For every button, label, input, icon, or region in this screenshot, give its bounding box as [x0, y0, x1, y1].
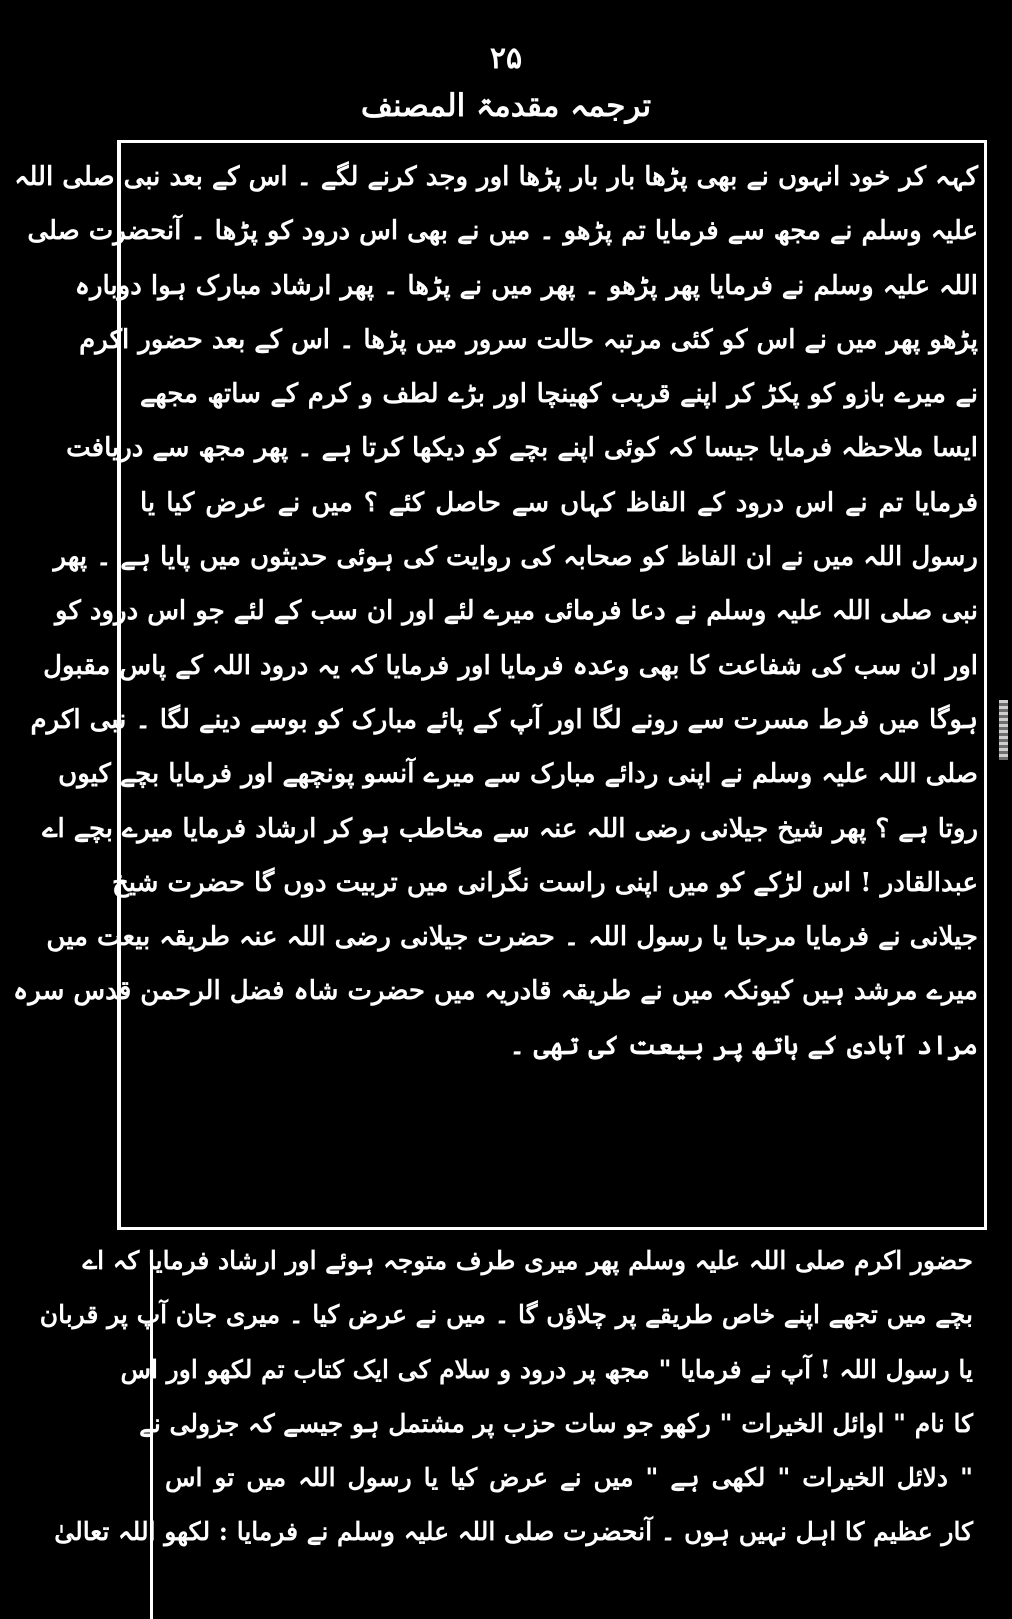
- text-line: حضور اکرم صلی اللہ علیہ وسلم پھر میری طرف متوجہ ہوئے اور ارشاد فرمایا کہ اے: [82, 1246, 973, 1275]
- text-line: روتا ہے ؟ پھر شیخ جیلانی رضی اللہ عنہ سے مخاطب ہو کر ارشاد فرمایا میرے بچے اے: [42, 813, 978, 844]
- page-number: ۲۵: [489, 41, 523, 76]
- text-line: عبدالقادر ! اس لڑکے کو میں اپنی راست نگرانی میں تربیت دوں گا حضرت شیخ: [112, 867, 978, 898]
- lower-paragraph: [39, 1234, 973, 1560]
- text-line: پڑھو پھر میں نے اس کو کئی مرتبہ حالت سرور میں پڑھا ۔ اس کے بعد حضور اکرم: [79, 324, 978, 355]
- text-line: بچے میں تجھے اپنے خاص طریقے پر چلاؤں گا ۔ میں نے عرض کیا ۔ میری جان آپ پر قربان: [39, 1300, 973, 1330]
- text-line: اللہ علیہ وسلم نے فرمایا پھر پڑھو ۔ پھر میں نے پڑھا ۔ پھر ارشاد مبارک ہوا دوبارہ: [74, 270, 978, 301]
- scan-edge-mark: [999, 700, 1008, 760]
- text-line: نبی صلی اللہ علیہ وسلم نے دعا فرمائی میرے لئے اور ان سب کے لئے جو اس درود کو: [55, 596, 978, 627]
- text-line: کار عظیم کا اہل نہیں ہوں ۔ آنحضرت صلی اللہ علیہ وسلم نے فرمایا : لکھو اللہ تعالیٰ: [54, 1517, 973, 1547]
- text-line: " دلائل الخیرات " لکھی ہے " میں نے عرض کیا یا رسول اللہ میں تو اس: [165, 1463, 973, 1493]
- text-line: کا نام " اوائل الخیرات " رکھو جو سات حزب پر مشتمل ہو جیسے کہ جزولی نے: [139, 1408, 973, 1438]
- text-line: اور ان سب کی شفاعت کا بھی وعدہ فرمایا اور فرمایا کہ یہ درود اللہ کے پاس مقبول: [43, 650, 978, 681]
- text-line: نے میرے بازو کو پکڑ کر اپنے قریب کھینچا اور بڑے لطف و کرم کے ساتھ مجھے: [140, 379, 978, 410]
- text-line: فرمایا تم نے اس درود کے الفاظ کہاں سے حاصل کئے ؟ میں نے عرض کیا یا: [140, 487, 978, 518]
- text-line: رسول اللہ میں نے ان الفاظ کو صحابہ کی روایت کی ہوئی حدیثوں میں پایا ہے ۔ پھر: [53, 542, 978, 573]
- text-line: کہہ کر خود انہوں نے بھی پڑھا بار بار پڑھا اور وجد کرنے لگے ۔ اس کے بعد نبی صلی اللہ: [14, 162, 978, 192]
- chapter-title: ترجمہ مقدمۃ المصنف: [360, 88, 652, 124]
- text-line: جیلانی نے فرمایا مرحبا یا رسول اللہ ۔ حضرت جیلانی رضی اللہ عنہ طریقہ بیعت میں: [46, 922, 978, 953]
- text-line: میرے مرشد ہیں کیونکہ میں نے طریقہ قادریہ میں حضرت شاہ فضل الرحمن قدس سرہ: [13, 976, 978, 1007]
- text-line: صلی اللہ علیہ وسلم نے اپنی ردائے مبارک سے میرے آنسو پونچھے اور فرمایا بچے کیوں: [58, 759, 978, 790]
- boxed-paragraph: [13, 150, 978, 1073]
- text-line: ایسا ملاحظہ فرمایا جیسا کہ کوئی اپنے بچے کو دیکھا کرتا ہے ۔ پھر مجھ سے دریافت: [66, 433, 978, 464]
- text-line: مراد آبادی کے ہاتھ پر بیعت کی تھی ۔: [509, 1030, 978, 1061]
- text-line: علیہ وسلم نے مجھ سے فرمایا تم پڑھو ۔ میں نے بھی اس درود کو پڑھا ۔ آنحضرت صلی: [27, 216, 978, 247]
- text-line: ہوگا میں فرط مسرت سے رونے لگا اور آپ کے پائے مبارک کو بوسے دینے لگا ۔ نبی اکرم: [30, 704, 978, 735]
- text-line: یا رسول اللہ ! آپ نے فرمایا " مجھ پر درود و سلام کی ایک کتاب تم لکھو اور اس: [120, 1354, 973, 1384]
